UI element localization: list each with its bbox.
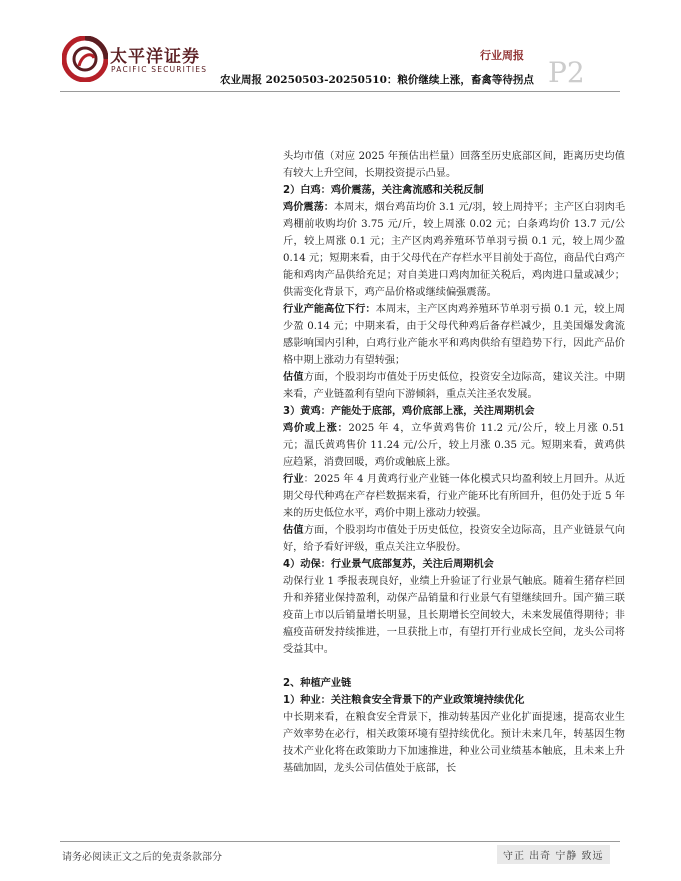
text-broiler-capacity: 本周末，主产区肉鸡养殖环节单羽亏损 0.1 元，较上周少盈 0.14 元；中期来看，由于父母代种鸡后备存栏减少，且美国爆发禽流感影响国内引种，白鸡行业产能水平和鸡肉供给有望趋势下行，因此产品价格中期上涨动力有望转强； [283, 304, 625, 366]
label-broiler-capacity: 行业产能高位下行： [283, 304, 376, 315]
text-broiler-price: 本周末，烟台鸡苗均价 3.1 元/羽，较上周持平；主产区白羽肉毛鸡棚前收购均价 3.75 元/斤，较上周涨 0.02 元；白条鸡均价 13.7 元/公斤，较上周涨 0.1 元；主产区肉鸡养殖环节单羽亏损 0.1 元，较上周少盈 0.14 元；短期来看，由于父母代在产存栏水平目前处于高位，商品代白鸡产能和鸡肉产品供给充足；对自美进口鸡肉加征关税后，鸡肉进口量或减少；供需变化背景下，鸡产品价格或继续偏强震荡。 [283, 202, 626, 298]
report-title: 农业周报 20250503-20250510：粮价继续上涨，畜禽等待拐点 [220, 74, 534, 86]
paragraph-yellow-valuation [283, 522, 625, 556]
heading-animal-health: 4）动保：行业景气底部复苏，关注后周期机会 [283, 559, 494, 570]
paragraph-broiler-valuation [283, 369, 625, 403]
paragraph-pig-valuation: 头均市值（对应 2025 年预估出栏量）回落至历史底部区间，距离历史均值有较大上升空间，长期投资提示凸显。 [283, 151, 625, 179]
text-yellow-valuation: 方面，个股羽均市值处于历史低位，投资安全边际高，且产业链景气向好，给予看好评级，重点关注立华股份。 [283, 525, 626, 553]
label-yellow-industry: 行业 [283, 474, 304, 485]
paragraph-animal-health: 动保行业 1 季报表现良好，业绩上升验证了行业景气触底。随着生猪存栏回升和养猪业保持盈利，动保产品销量和行业景气有望继续回升。国产猫三联疫苗上市以后销量增长明显，且长期增长空间较大，未来发展值得期待；非瘟疫苗研发持续推进，一旦获批上市，有望打开行业成长空间，龙头公司将受益其中。 [283, 576, 625, 655]
label-broiler-price: 鸡价震荡： [283, 202, 334, 213]
heading-broiler: 2）白鸡：鸡价震荡，关注禽流感和关税反制 [283, 185, 484, 196]
paragraph-yellow-industry [283, 471, 625, 522]
footer-divider [60, 841, 620, 842]
company-logo [62, 36, 212, 86]
text-yellow-industry: ：2025 年 4 月黄鸡行业产业链一体化模式只均盈利较上月回升。从近期父母代种鸡在产存栏数据来看，行业产能环比有所回升，但仍处于近 5 年来的历史低位水平，鸡价中期上涨动力较强。 [283, 474, 626, 519]
heading-yellow-chicken: 3）黄鸡：产能处于底部，鸡价底部上涨，关注周期机会 [283, 406, 535, 417]
heading-seed-industry: 1）种业：关注粮食安全背景下的产业政策境持续优化 [283, 695, 525, 706]
text-broiler-valuation: 方面，个股羽均市值处于历史低位，投资安全边际高，建议关注。中期来看，产业链盈利有望向下游倾斜，重点关注圣农发展。 [283, 372, 626, 400]
logo-chinese-name: 太平洋证券 [110, 47, 200, 67]
text-yellow-price: 2025 年 4，立华黄鸡售价 11.2 元/公斤，较上月涨 0.51 元；温氏黄鸡售价 11.24 元/公斤，较上月涨 0.35 元。短期来看，黄鸡供应趋紧，消费回暖，鸡价或触底上涨。 [283, 423, 625, 468]
paragraph-broiler-price [283, 199, 625, 301]
heading-planting-chain: 2、种植产业链 [283, 678, 352, 689]
page-number: P2 [548, 56, 585, 89]
header-divider [60, 91, 620, 92]
paragraph-yellow-price [283, 420, 625, 471]
paragraph-broiler-capacity [283, 301, 625, 369]
report-category: 行业周报 [480, 49, 524, 62]
pacific-securities-logo-icon [62, 36, 108, 82]
footer-motto: 守正 出奇 宁静 致远 [497, 845, 610, 864]
label-yellow-valuation: 估值 [283, 525, 304, 536]
label-broiler-valuation: 估值 [283, 372, 304, 383]
footer-disclaimer: 请务必阅读正文之后的免责条款部分 [62, 852, 222, 863]
paragraph-seed-industry: 中长期来看，在粮食安全背景下，推动转基因产业化扩面提速，提高农业生产效率势在必行，相关政策环境有望持续优化。预计未来几年，转基因生物技术产业化将在政策助力下加速推进，种业公司业绩基本触底，且未来上升基础加固，龙头公司估值处于底部，长 [283, 712, 625, 774]
logo-english-name: PACIFIC SECURITIES [111, 65, 208, 74]
label-yellow-price: 鸡价或上涨： [283, 423, 349, 434]
report-body [283, 148, 625, 777]
